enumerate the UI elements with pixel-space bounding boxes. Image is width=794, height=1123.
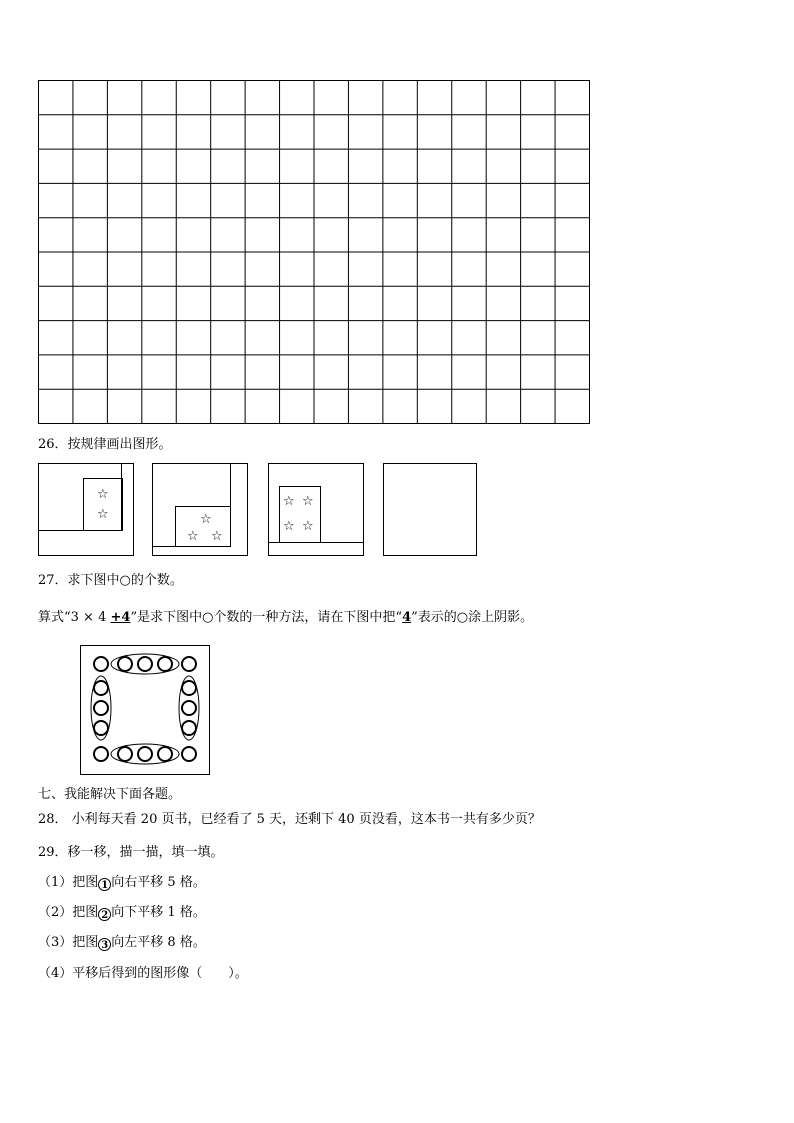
star-icon: ☆ [97, 487, 109, 502]
pattern-figure-1 [38, 463, 134, 556]
q29-item-3 [38, 935, 206, 951]
circle-shape[interactable] [94, 721, 108, 735]
q29-title: 29．移一移，描一描，填一填。 [38, 845, 224, 860]
circle-shape[interactable] [138, 747, 152, 761]
q29-item-2 [38, 905, 206, 921]
circle-shape[interactable] [182, 681, 196, 695]
pattern-figure-3 [268, 463, 364, 556]
q29-item-4-text: （4）平移后得到的图形像（ ）。 [38, 966, 248, 981]
circle-shape[interactable] [118, 657, 132, 671]
q29-item-4 [38, 966, 248, 982]
circle-figure-drawing [81, 646, 209, 774]
star-icon: ☆ [302, 494, 314, 509]
pattern-figure-4-blank[interactable] [383, 463, 477, 556]
q27-formula [38, 610, 533, 626]
q29-item-1 [38, 875, 206, 891]
circle-shape[interactable] [158, 747, 172, 761]
circle-shape[interactable] [158, 657, 172, 671]
star-icon: ☆ [187, 529, 199, 544]
star-icon: ☆ [211, 529, 223, 544]
q26-text: 26．按规律画出图形。 [38, 437, 172, 452]
star-icon: ☆ [283, 519, 295, 534]
formula-prefix: 算式“3 × 4 [38, 610, 111, 625]
grid-lines [38, 80, 590, 424]
formula-suffix: ”表示的○涂上阴影。 [411, 610, 534, 625]
q29-item-1-suffix: 向右平移 5 格。 [111, 875, 206, 890]
circle-figure [80, 645, 210, 775]
pattern-figure-2-star-box [175, 506, 231, 547]
circle-shape[interactable] [182, 657, 196, 671]
circle-shape[interactable] [94, 657, 108, 671]
circle-shape[interactable] [94, 747, 108, 761]
q29-item-3-suffix: 向左平移 8 格。 [111, 935, 206, 950]
circled-number-2: 2 [98, 908, 111, 921]
square-grid [38, 80, 590, 424]
star-icon: ☆ [283, 494, 295, 509]
pattern-figure-3-star-box [279, 486, 321, 543]
circled-number-1: 1 [98, 878, 111, 891]
circle-shape[interactable] [182, 747, 196, 761]
q29-item-3-prefix: （3）把图 [38, 935, 99, 950]
star-icon: ☆ [200, 512, 212, 527]
circle-shape[interactable] [118, 747, 132, 761]
circle-shape[interactable] [94, 681, 108, 695]
formula-four: 4 [121, 610, 131, 625]
q29-item-2-suffix: 向下平移 1 格。 [111, 905, 206, 920]
formula-plus: + [110, 610, 122, 625]
section-7-heading: 七、我能解决下面各题。 [38, 787, 182, 802]
q29-item-2-prefix: （2）把图 [38, 905, 99, 920]
pattern-figure-2 [152, 463, 248, 556]
formula-mid: ”是求下图中○个数的一种方法，请在下图中把“ [130, 610, 403, 625]
circle-shape[interactable] [182, 701, 196, 715]
circle-shape[interactable] [94, 701, 108, 715]
formula-four-2: 4 [402, 610, 412, 625]
pattern-figure-1-star-box [83, 478, 123, 531]
star-icon: ☆ [97, 507, 109, 522]
star-icon: ☆ [302, 519, 314, 534]
circle-shape[interactable] [182, 721, 196, 735]
q27-title: 27．求下图中○的个数。 [38, 573, 183, 588]
q29-item-1-prefix: （1）把图 [38, 875, 99, 890]
q28-text: 28． 小利每天看 20 页书，已经看了 5 天，还剩下 40 页没看，这本书一共有多少页？ [38, 812, 541, 827]
circle-shape[interactable] [138, 657, 152, 671]
circled-number-3: 3 [98, 938, 111, 951]
